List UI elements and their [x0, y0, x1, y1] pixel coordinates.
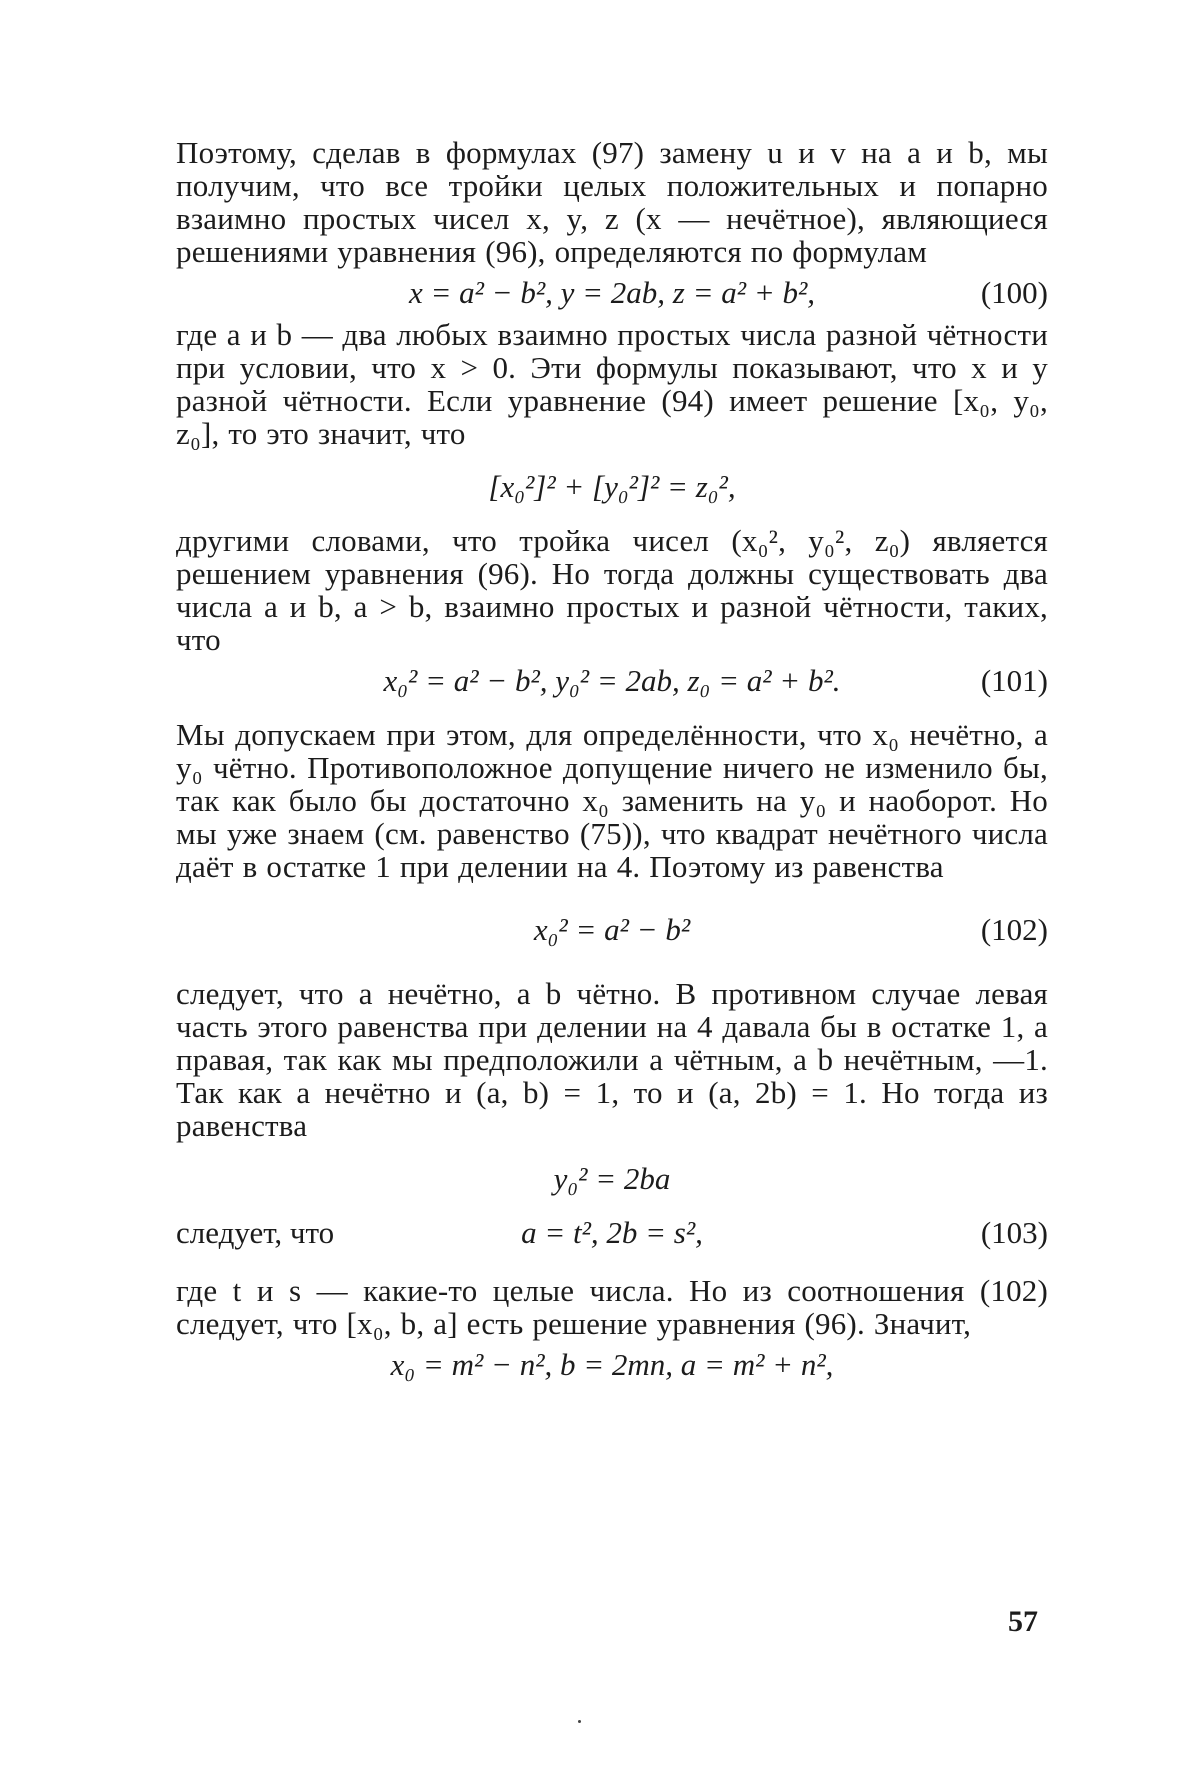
- formula-103-row: [176, 1204, 1048, 1262]
- formula-expression: a = t², 2b = s²,: [521, 1215, 703, 1250]
- formula-y: [176, 1154, 1048, 1204]
- equation-number: (101): [980, 663, 1048, 698]
- formula-101: [176, 656, 1048, 706]
- page-number: 57: [1008, 1605, 1038, 1638]
- print-speck: [578, 1720, 581, 1723]
- equation-number: (100): [980, 275, 1048, 310]
- paragraph: следует, что a нечётно, а b чётно. В противном случае левая часть этого равенства при делении на 4 давала бы в остатке 1, а правая, так как мы предположили a чётным, а b нечётным, —1. Так как a нечётно и (a, b) = 1, то и (a, 2b) = 1. Но тогда из равенства: [176, 976, 1048, 1143]
- formula-expression: [x₀²]² + [y₀²]² = z₀²,: [488, 469, 736, 504]
- formula-expression: y₀² = 2ba: [553, 1161, 671, 1196]
- paragraph: Поэтому, сделав в формулах (97) замену u и v на a и b, мы получим, что все тройки целых положительных и попарно взаимно простых чисел x, y, z (x — нечётное), являющиеся решениями уравнения (96), определяются по формулам: [176, 135, 1048, 269]
- formula-squares: [176, 462, 1048, 512]
- equation-number: (102): [980, 912, 1048, 947]
- formula-expression: x₀² = a² − b²: [533, 912, 691, 947]
- page-body: [176, 136, 1048, 1696]
- lead-text: следует, что: [176, 1215, 335, 1250]
- formula-expression: x₀ = m² − n², b = 2mn, a = m² + n²,: [390, 1347, 834, 1382]
- formula-100: [176, 268, 1048, 318]
- formula-expression: x₀² = a² − b², y₀² = 2ab, z₀ = a² + b².: [383, 663, 841, 698]
- paragraph: где t и s — какие-то целые числа. Но из соотношения (102) следует, что [x₀, b, a] есть решение уравнения (96). Значит,: [176, 1273, 1048, 1341]
- paragraph: другими словами, что тройка чисел (x₀², y₀², z₀) является решением уравнения (96). Но тогда должны существовать два числа a и b, a > b, взаимно простых и разной чётности, таких, что: [176, 523, 1048, 657]
- formula-last: [176, 1340, 1048, 1390]
- equation-number: (103): [980, 1215, 1048, 1250]
- paragraph: Мы допускаем при этом, для определённости, что x₀ нечётно, а y₀ чётно. Противоположное допущение ничего не изменило бы, так как было бы достаточно x₀ заменить на y₀ и наоборот. Но мы уже знаем (см. равенство (75)), что квадрат нечётного числа даёт в остатке 1 при делении на 4. Поэтому из равенства: [176, 717, 1048, 884]
- formula-expression: x = a² − b², y = 2ab, z = a² + b²,: [408, 275, 816, 310]
- paragraph: где a и b — два любых взаимно простых числа разной чётности при условии, что x > 0. Эти формулы показывают, что x и y разной чётности. Если уравнение (94) имеет решение [x₀, y₀, z₀], то это значит, что: [176, 317, 1048, 451]
- formula-102: [176, 905, 1048, 955]
